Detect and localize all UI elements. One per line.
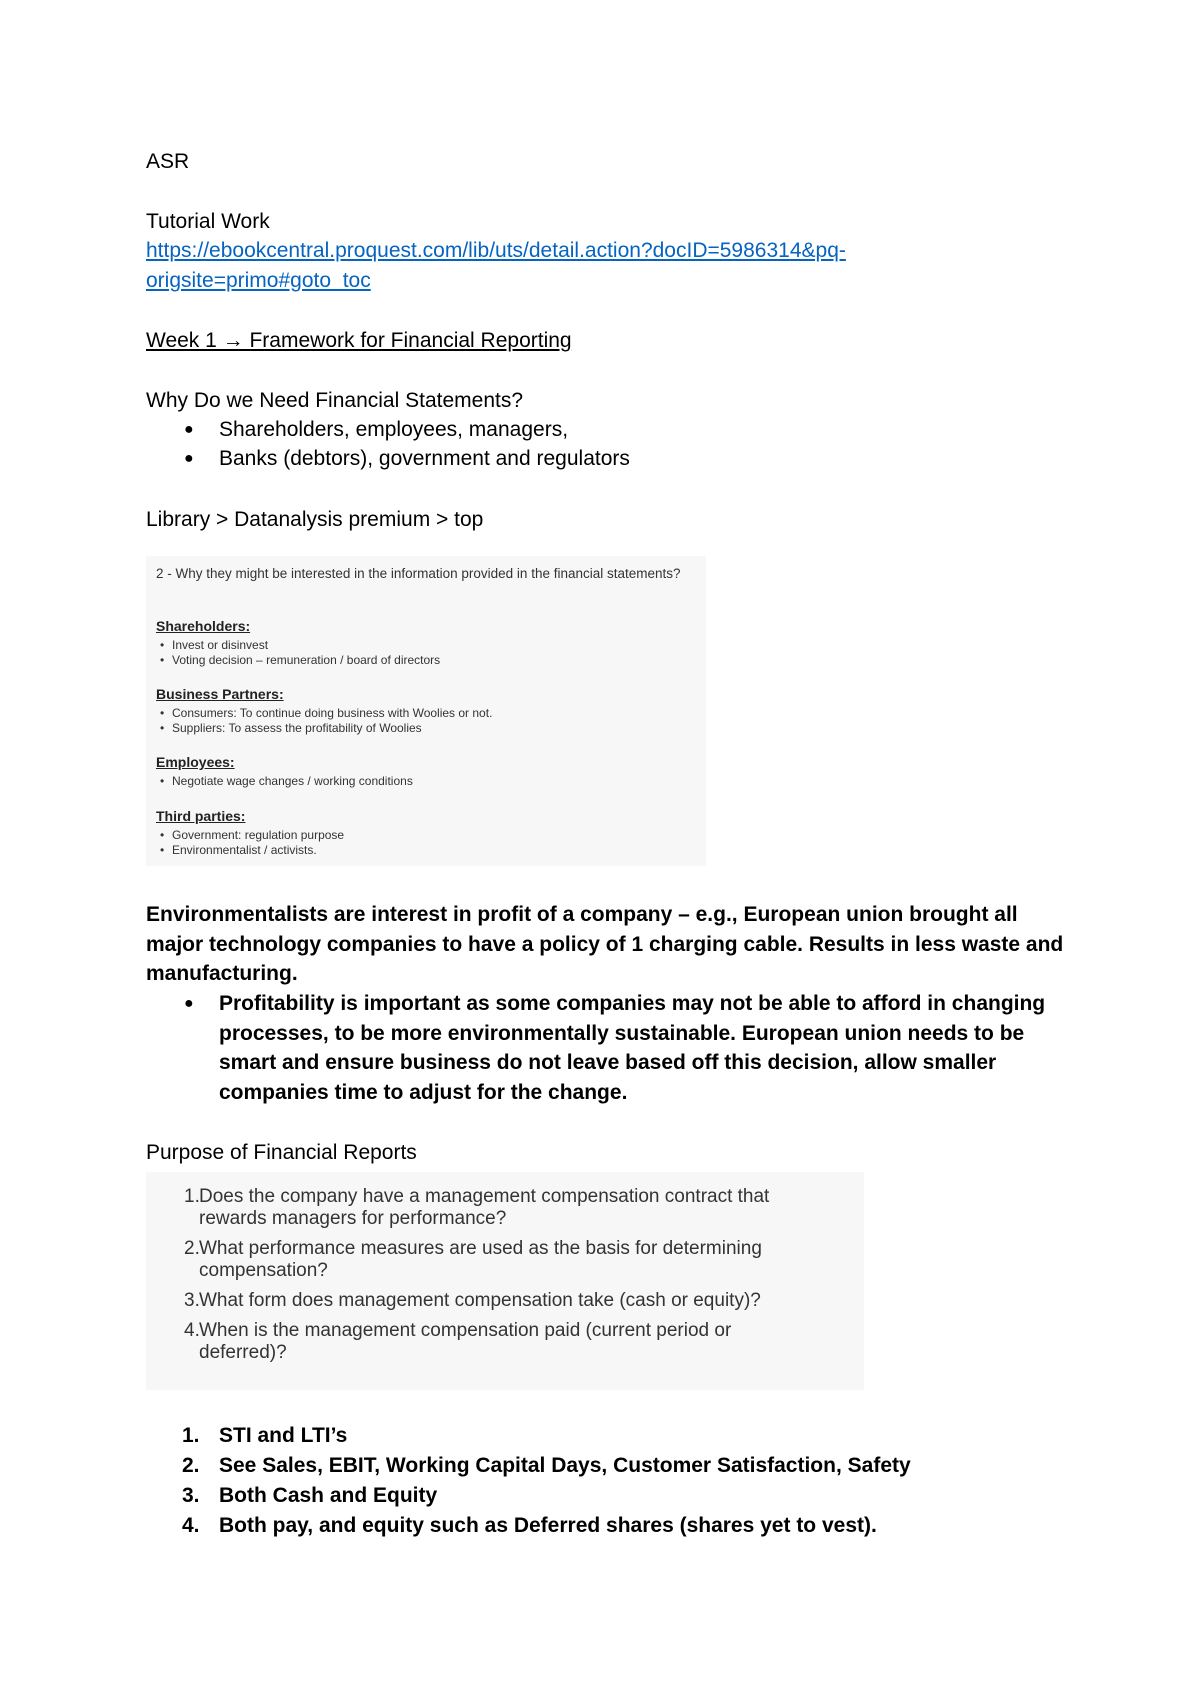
question-number: 2. [184, 1238, 200, 1259]
question-number: 4. [184, 1320, 200, 1341]
answer-text: See Sales, EBIT, Working Capital Days, Customer Satisfaction, Safety [219, 1454, 911, 1477]
paragraph-line: Environmentalists are interest in profit of a company – e.g., European union brought all [146, 903, 1018, 926]
list-item: ● Shareholders, employees, managers, [146, 415, 1046, 444]
library-path: Library > Datanalysis premium > top [146, 508, 484, 531]
bullet-line: ● Profitability is important as some companies may not be able to afford in changing [219, 992, 1046, 1015]
group-item: • Suppliers: To assess the profitability of Woolies [172, 721, 422, 735]
ebook-link-line1[interactable]: https://ebookcentral.proquest.com/lib/uts/detail.action?docID=5986314&pq- [146, 239, 846, 262]
group-item: • Consumers: To continue doing business with Woolies or not. [172, 706, 492, 720]
list-item [146, 1421, 1096, 1451]
question-line: rewards managers for performance? [199, 1208, 507, 1229]
why-heading: Why Do we Need Financial Statements? [146, 389, 524, 412]
answer-text: STI and LTI’s [219, 1424, 348, 1447]
question-line: compensation? [199, 1260, 328, 1281]
answer-text: Both Cash and Equity [219, 1484, 438, 1507]
group-heading-business-partners: Business Partners: [156, 686, 284, 702]
image-question-item [184, 1320, 731, 1364]
list-item [146, 1451, 1096, 1481]
environment-paragraph [146, 900, 1096, 989]
answer-number: 3. [182, 1484, 200, 1507]
bullet-line: smart and ensure business do not leave based off this decision, allow smaller [219, 1051, 997, 1074]
embedded-image-compensation-questions [146, 1172, 864, 1390]
environment-bullet [146, 989, 1096, 1107]
group-heading-shareholders: Shareholders: [156, 618, 251, 634]
group-item: • Negotiate wage changes / working conditions [172, 774, 413, 788]
question-line: What form does management compensation take (cash or equity)? [199, 1290, 761, 1311]
answer-number: 2. [182, 1454, 200, 1477]
purpose-heading: Purpose of Financial Reports [146, 1141, 417, 1164]
paragraph-line: major technology companies to have a policy of 1 charging cable. Results in less waste and [146, 932, 1064, 956]
bullet-line: processes, to be more environmentally sustainable. European union needs to be [219, 1021, 1025, 1045]
group-heading-third-parties: Third parties: [156, 808, 246, 824]
doc-subtitle: Tutorial Work [146, 210, 270, 233]
image-question-item [184, 1290, 761, 1312]
group-item: • Voting decision – remuneration / board of directors [172, 653, 440, 667]
question-line: Does the company have a management compensation contract that [199, 1186, 770, 1207]
group-item: • Environmentalist / activists. [172, 843, 317, 857]
bullet-line: companies time to adjust for the change. [219, 1080, 628, 1104]
list-item [146, 1481, 1096, 1511]
answer-number: 4. [182, 1514, 200, 1537]
answer-list [146, 1421, 1096, 1541]
doc-title: ASR [146, 150, 190, 173]
question-number: 1. [184, 1186, 200, 1207]
question-line: What performance measures are used as the basis for determining [199, 1238, 762, 1259]
question-line: When is the management compensation paid (current period or [199, 1320, 732, 1341]
image-question-item [184, 1238, 762, 1282]
embedded-image-stakeholders [146, 556, 706, 866]
image-question-item [184, 1186, 769, 1230]
group-item: • Invest or disinvest [172, 638, 268, 652]
answer-number: 1. [182, 1424, 200, 1447]
question-number: 3. [184, 1290, 200, 1311]
list-item [146, 989, 1096, 1107]
question-line: deferred)? [199, 1342, 287, 1363]
group-item: • Government: regulation purpose [172, 828, 344, 842]
why-bullet-list [146, 415, 1046, 473]
list-item: ● Banks (debtors), government and regulators [146, 444, 1046, 473]
week-heading: Week 1 → Framework for Financial Reporting [146, 329, 572, 352]
paragraph-line: manufacturing. [146, 962, 298, 985]
group-heading-employees: Employees: [156, 754, 235, 770]
ebook-link-line2[interactable]: origsite=primo#goto_toc [146, 269, 371, 292]
answer-text: Both pay, and equity such as Deferred shares (shares yet to vest). [219, 1514, 877, 1537]
image-question: 2 - Why they might be interested in the information provided in the financial statements? [156, 566, 681, 581]
list-item [146, 1511, 1096, 1541]
